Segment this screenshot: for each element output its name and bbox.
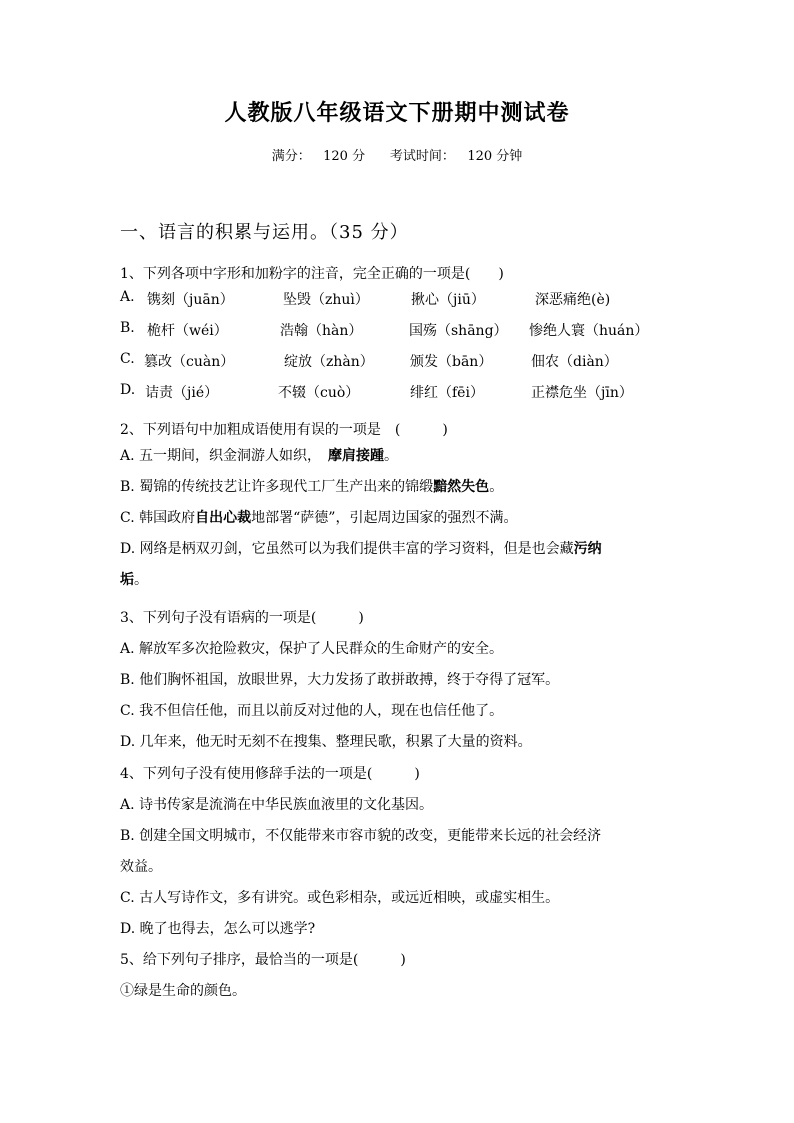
q1-option-d-word3: 绯红（fēi） — [410, 385, 484, 401]
q2-option-c-idiom: 自出心裁 — [195, 510, 252, 526]
q4-option-d: D. 晚了也得去，怎么可以逃学? — [120, 921, 316, 937]
section-heading: 一、语言的积累与运用。（35 分） — [120, 222, 409, 243]
q2-option-c: C. 韩国政府自出心裁地部署“萨德”，引起周边国家的强烈不满。 — [120, 510, 518, 526]
exam-time-value: 120 分钟 — [467, 149, 523, 164]
q4-option-c: C. 古人写诗作文，多有讲究。或色彩相杂，或远近相映，或虚实相生。 — [120, 890, 560, 906]
q1-option-b-word3: 国殇（shāng） — [409, 323, 508, 339]
q2-option-d-idiom-part1: 污纳 — [573, 541, 602, 557]
q1-option-a-letter: A. — [120, 289, 135, 305]
full-score-label: 满分： — [271, 149, 311, 164]
q1-option-b-word1: 桅杆（wéi） — [147, 323, 228, 339]
q4-option-b-continued: 效益。 — [120, 859, 162, 875]
question-2-stem: 2、下列语句中加粗成语使用有误的一项是 ( ) — [120, 422, 448, 438]
question-5-stem: 5、给下列句子排序，最恰当的一项是( ) — [120, 952, 406, 968]
q2-option-d-continued: 垢。 — [120, 572, 148, 588]
q1-option-a-word4: 深恶痛绝(è) — [535, 292, 611, 308]
q1-option-d-word1: 诘责（jié） — [145, 385, 219, 401]
q1-option-d-word2: 不辍（cuò） — [278, 385, 360, 401]
q4-option-b: B. 创建全国文明城市，不仅能带来市容市貌的改变，更能带来长远的社会经济 — [120, 828, 602, 844]
question-4-stem: 4、下列句子没有使用修辞手法的一项是( ) — [120, 766, 420, 782]
q1-option-c-word4: 佃农（diàn） — [531, 354, 618, 370]
q1-option-d-word4: 正襟危坐（jīn） — [531, 385, 633, 401]
q1-option-b-word4: 惨绝人寰（huán） — [529, 323, 649, 339]
q1-option-d-letter: D. — [120, 382, 136, 398]
q3-option-d: D. 几年来，他无时无刻不在搜集、整理民歌，积累了大量的资料。 — [120, 734, 532, 750]
question-3-stem: 3、下列句子没有语病的一项是( ) — [120, 610, 364, 626]
q2-option-d: D. 网络是柄双刃剑，它虽然可以为我们提供丰富的学习资料，但是也会藏污纳 — [120, 541, 602, 557]
question-1-stem: 1、下列各项中字形和加粉字的注音，完全正确的一项是( ) — [120, 266, 504, 282]
q1-option-b-word2: 浩翰（hàn） — [280, 323, 363, 339]
q2-option-b: B. 蜀锦的传统技艺让许多现代工厂生产出来的锦缎黯然失色。 — [120, 479, 504, 495]
q3-option-b: B. 他们胸怀祖国，放眼世界，大力发扬了敢拼敢搏，终于夺得了冠军。 — [120, 672, 560, 688]
q1-option-b-letter: B. — [120, 320, 135, 336]
q1-option-a-word3: 揪心（jiū） — [411, 292, 485, 308]
exam-info — [0, 145, 794, 164]
exam-time-label: 考试时间： — [389, 149, 455, 164]
q1-option-c-word1: 篡改（cuàn） — [144, 354, 235, 370]
q3-option-c: C. 我不但信任他，而且以前反对过他的人，现在也信任他了。 — [120, 703, 504, 719]
q4-option-a: A. 诗书传家是流淌在中华民族血液里的文化基因。 — [120, 797, 434, 813]
q2-option-b-idiom: 黯然失色 — [433, 479, 490, 495]
q1-option-a-word2: 坠毁（zhuì） — [283, 292, 369, 308]
q3-option-a: A. 解放军多次抢险救灾，保护了人民群众的生命财产的安全。 — [120, 641, 504, 657]
full-score-value: 120 分 — [323, 149, 366, 164]
q1-option-c-word2: 绽放（zhàn） — [284, 354, 374, 370]
q5-sentence-1: ①绿是生命的颜色。 — [120, 983, 246, 999]
q1-option-c-letter: C. — [120, 351, 135, 367]
q2-option-a-idiom: 摩肩接踵 — [328, 448, 385, 464]
page-title: 人教版八年级语文下册期中测试卷 — [224, 100, 570, 126]
q1-option-a-word1: 镌刻（juān） — [147, 292, 234, 308]
q2-option-a: A. 五一期间，织金洞游人如织， 摩肩接踵。 — [120, 448, 399, 464]
q2-option-d-idiom-part2: 垢 — [120, 572, 134, 588]
q1-option-c-word3: 颁发（bān） — [410, 354, 493, 370]
